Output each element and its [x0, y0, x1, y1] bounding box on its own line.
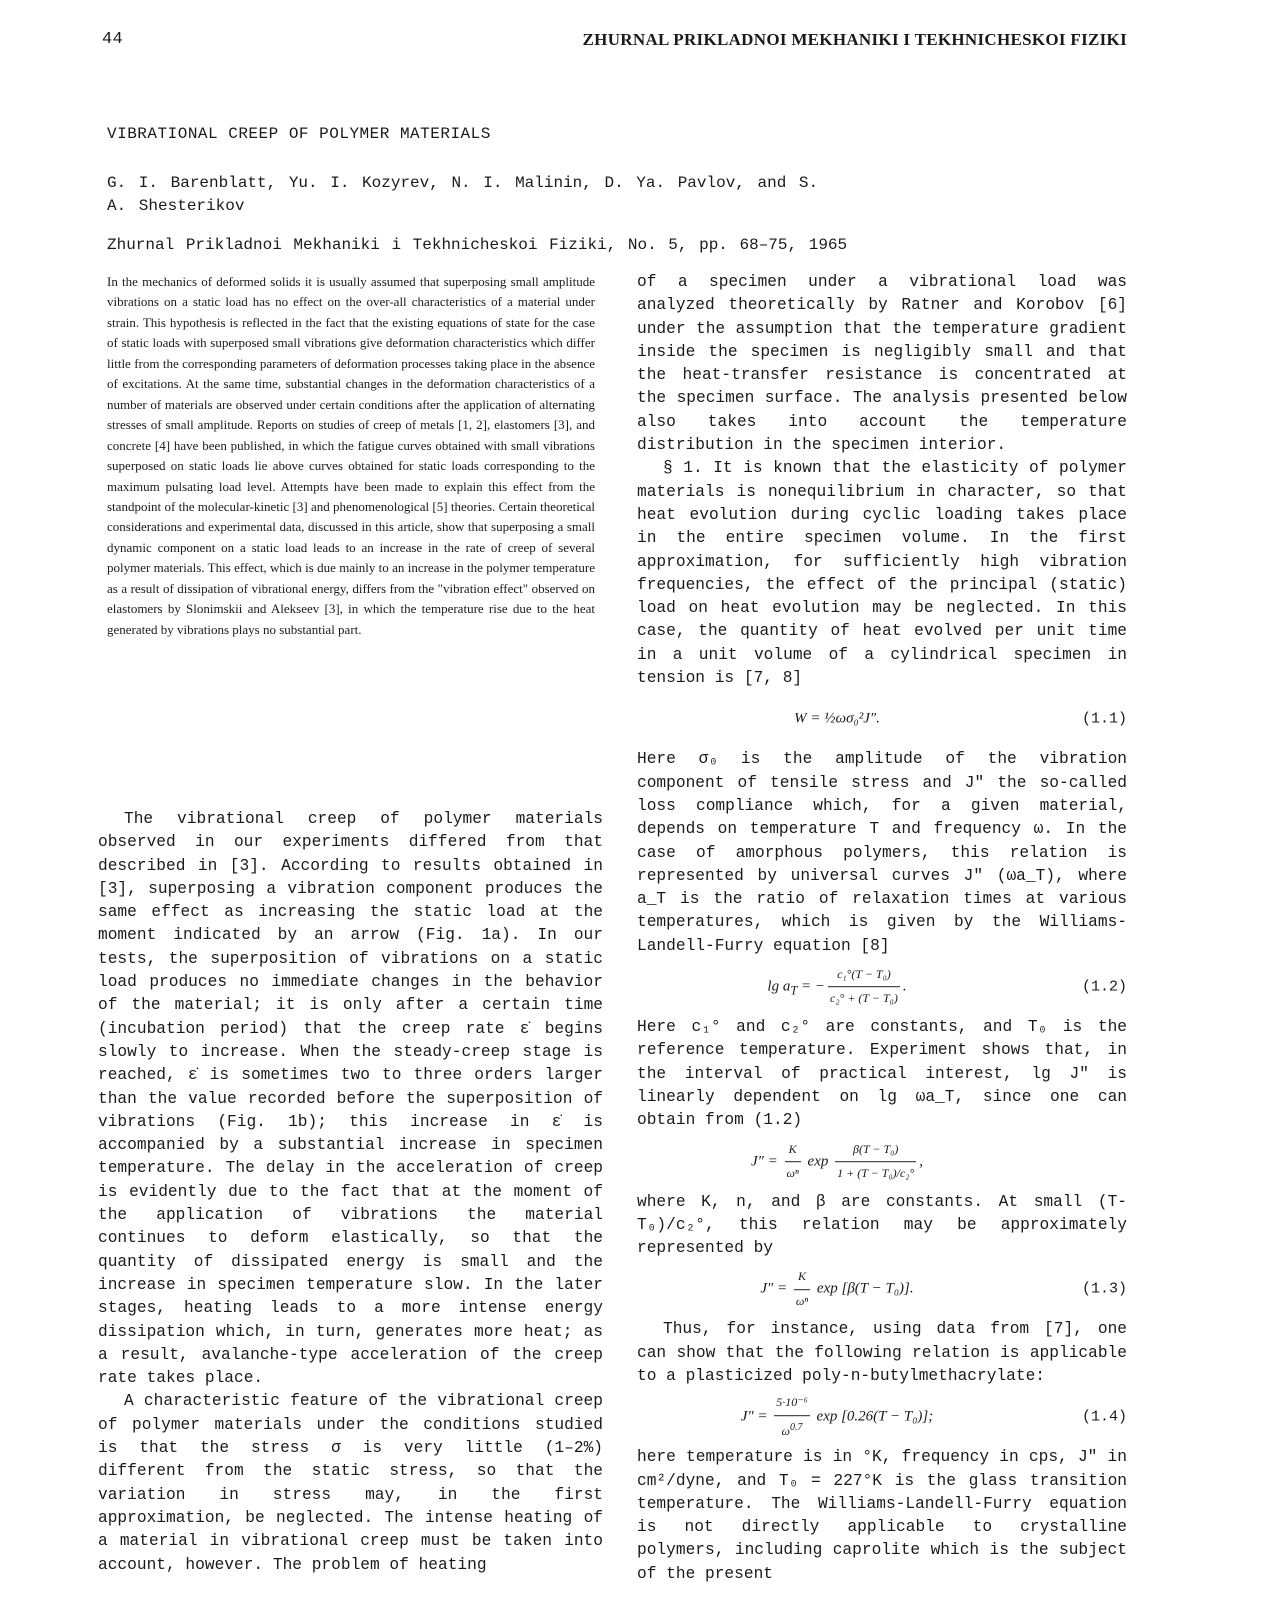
body-paragraph: where K, n, and β are constants. At small (T-T₀)/c₂°, this relation may be approximately represented by — [637, 1192, 1127, 1258]
equation-expression: J″ = $\frac{K}{\text{ωⁿ}}$ exp [β(T − T₀)]. — [637, 1266, 1037, 1314]
body-paragraph: of a specimen under a vibrational load was analyzed theoretically by Ratner and Korobov [6] under the assumption that the temperature gradient inside the specimen is negligibly small and that the heat-transfer resistance is concentrated at the specimen surface. The analysis presented below also takes into account the temperature distribution in the specimen interior. — [637, 273, 1127, 455]
equation-1-4 — [637, 1394, 1127, 1440]
equation-expression: W = ½ωσ₀²J″. — [794, 710, 880, 727]
equation-1-2 — [637, 964, 1127, 1010]
equation-number: (1.2) — [1081, 978, 1127, 996]
equation-1-1 — [637, 696, 1127, 742]
article-title: VIBRATIONAL CREEP OF POLYMER MATERIALS — [107, 125, 491, 143]
equation-number: (1.4) — [1081, 1408, 1127, 1426]
body-paragraph: Here c₁° and c₂° are constants, and T₀ is the reference temperature. Experiment shows that, in the interval of practical interest, lg J″ is linearly dependent on lg ωa_T, since one can obtain from (1.2) — [637, 1018, 1127, 1130]
article-citation: Zhurnal Prikladnoi Mekhaniki i Tekhnicheskoi Fiziki, No. 5, pp. 68–75, 1965 — [107, 236, 848, 254]
equation-expression: J″ = $\frac{\text{5·10⁻⁶}}{\omega^{0.7}}$ exp [0.26(T − T₀)]; — [637, 1391, 1037, 1443]
body-paragraph: Here σ₀ is the amplitude of the vibration component of tensile stress and J″ the so-called loss compliance which, for a given material, depends on temperature T and frequency ω. In the case of amorphous polymers, this relation is represented by universal curves J″ (ωa_T), where a_T is the ratio of relaxation times at various temperatures, which is given by the Williams-Landell-Furry equation [8] — [637, 750, 1127, 955]
equation-expression: J″ = $\frac{K}{\text{ωⁿ}}$ exp $\frac{\text{β(T − T₀)}}{\text{1 + (T − T₀)/c₂°}}$ , — [637, 1138, 1037, 1186]
equation-unnumbered — [637, 1139, 1127, 1185]
equation-1-3 — [637, 1266, 1127, 1312]
body-paragraph: The vibrational creep of polymer materials observed in our experiments differed from that described in [3]. According to results obtained in [3], superposing a vibration component produces the same effect as increasing the static load at the moment indicated by an arrow (Fig. 1a). In our tests, the superposition of vibrations on a static load produces no immediate changes in the behavior of the material; it is only after a certain time (incubation period) that the creep rate ε̇ begins slowly to increase. When the steady-creep stage is reached, ε̇ is sometimes two to three orders larger than the value recorded before the superposition of vibrations (Fig. 1b); this increase in ε̇ is accompanied by a substantial increase in specimen temperature. The delay in the acceleration of creep is evidently due to the fact that at the moment of the application of vibrations the material continues to deform elastically, so that the quantity of dissipated energy is small and the increase in specimen temperature slow. In the later stages, heating leads to a more intense energy dissipation which, in turn, generates more heat; as a result, avalanche-type acceleration of the creep rate takes place. — [98, 810, 603, 1388]
left-column — [98, 808, 603, 1577]
equation-number: (1.3) — [1081, 1280, 1127, 1298]
body-paragraph: Thus, for instance, using data from [7], one can show that the following relation is applicable to a plasticized poly-n-butylmethacrylate: — [637, 1320, 1127, 1385]
equation-expression: $\lg a_T$ = − $\frac{\text{c₁°(T − T₀)}}{\text{c₂° + (T − T₀)}}$ . — [637, 963, 1037, 1011]
body-paragraph: here temperature is in °K, frequency in cps, J″ in cm²/dyne, and T₀ = 227°K is the glass transition temperature. The Williams-Landell-Furry equation is not directly applicable to crystalline polymers, including caprolite which is the subject of the present — [637, 1448, 1127, 1583]
article-authors: G. I. Barenblatt, Yu. I. Kozyrev, N. I. Malinin, D. Ya. Pavlov, and S. A. Shesterikov — [107, 174, 819, 215]
body-paragraph: § 1. It is known that the elasticity of polymer materials is nonequilibrium in character, so that heat evolution during cyclic loading takes place in the entire specimen volume. In the first approximation, for sufficiently high vibration frequencies, the effect of the principal (static) load on heat evolution may be neglected. In this case, the quantity of heat evolved per unit time in a unit volume of a cylindrical specimen in tension is [7, 8] — [637, 459, 1127, 688]
right-column — [637, 271, 1127, 1586]
body-paragraph: A characteristic feature of the vibrational creep of polymer materials under the conditions studied is that the stress σ is very little (1–2%) different from the static stress, so that the variation in stress may, in the first approximation, be neglected. The intense heating of a material in vibrational creep must be taken into account, however. The problem of heating — [98, 1392, 603, 1574]
abstract: In the mechanics of deformed solids it is usually assumed that superposing small amplitude vibrations on a static load has no effect on the over-all characteristics of a material under strain. This hypothesis is reflected in the fact that the existing equations of state for the case of static loads with superposed small vibrations give deformation characteristics which differ little from the corresponding parameters of deformation processes taking place in the absence of excitations. At the same time, substantial changes in the deformation characteristics of a number of materials are observed under certain conditions after the application of alternating stresses of small amplitude. Reports on studies of creep of metals [1, 2], elastomers [3], and concrete [4] have been published, in which the fatigue curves obtained with small vibrations superposed on static loads lie above curves obtained for static loads corresponding to the maximum pulsating load level. Attempts have been made to explain this effect from the standpoint of the molecular-kinetic [3] and phenomenological [5] theories. Certain theoretical considerations and experimental data, discussed in this article, show that superposing a small dynamic component on a static load leads to an increase in the rate of creep of several polymer materials. This effect, which is due mainly to an increase in the polymer temperature as a result of dissipation of vibrational energy, differs from the "vibration effect" observed on elastomers by Slonimskii and Alekseev [3], in which the temperature rise due to the heat generated by vibrations plays no substantial part. — [107, 274, 595, 637]
equation-number: (1.1) — [1081, 710, 1127, 728]
journal-header: ZHURNAL PRIKLADNOI MEKHANIKI I TEKHNICHESKOI FIZIKI — [582, 30, 1127, 49]
page-number: 44 — [102, 30, 124, 49]
